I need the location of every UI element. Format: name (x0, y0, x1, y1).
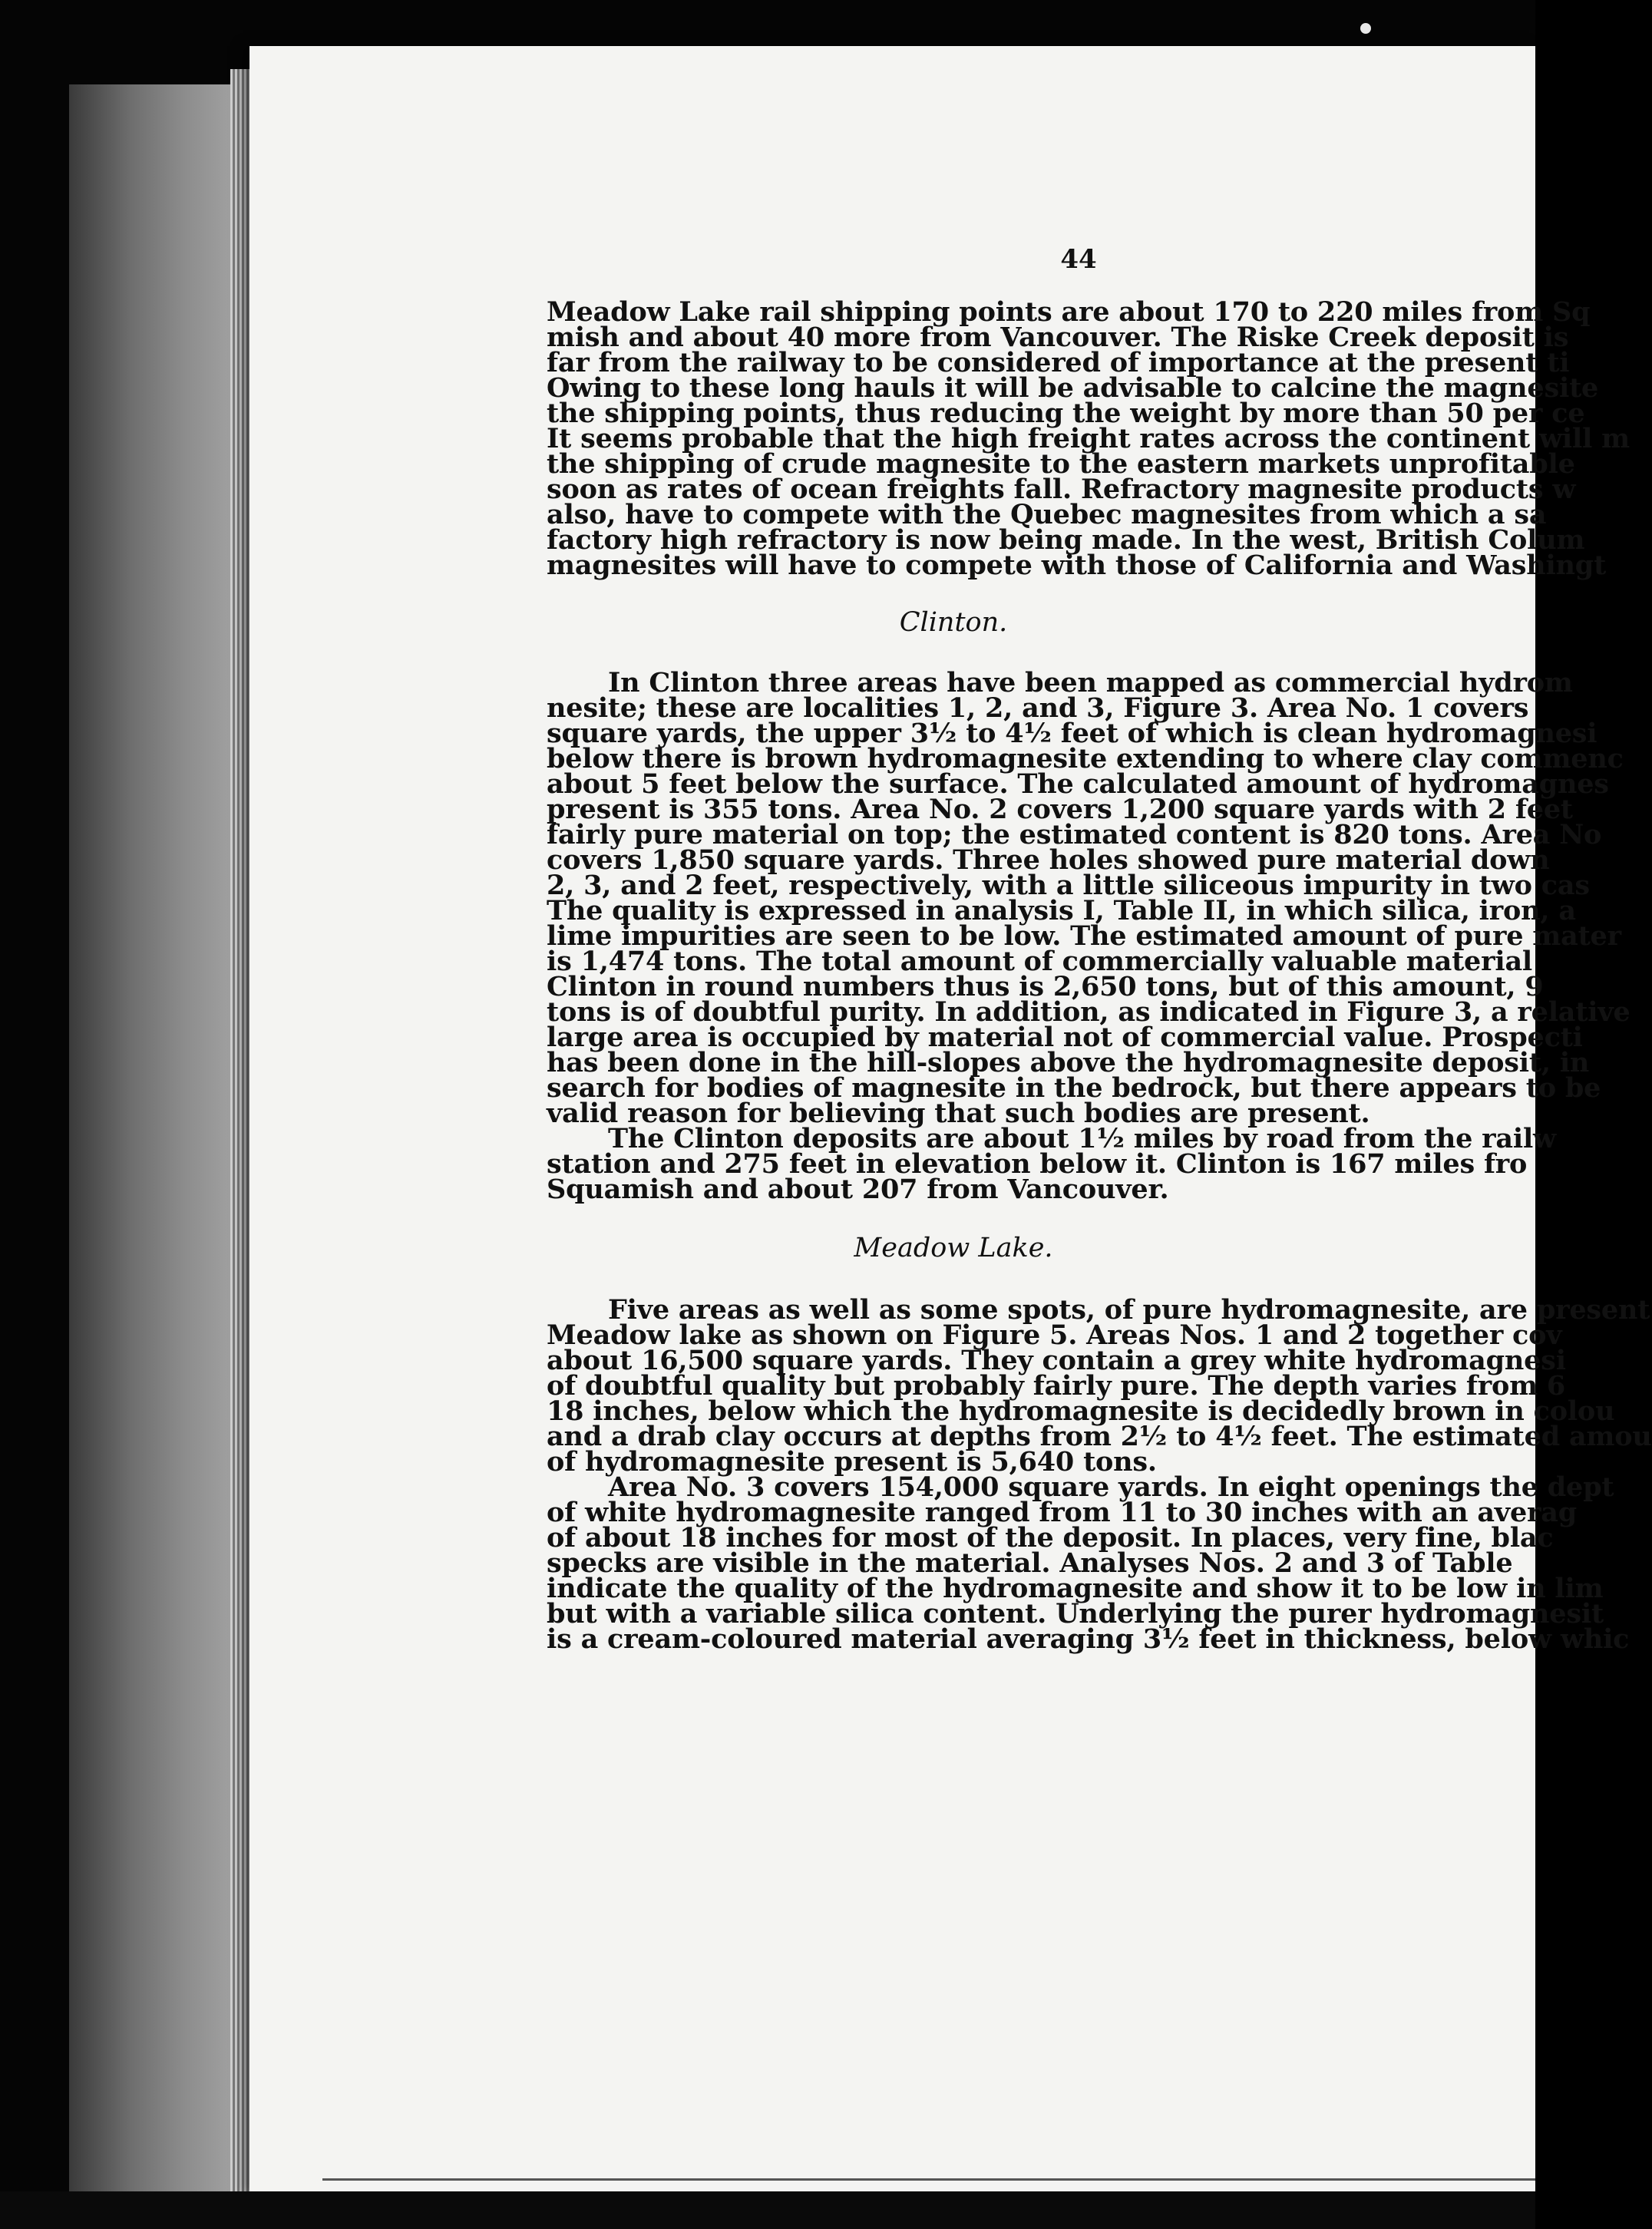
text-line: and a drab clay occurs at depths from 2½ to 4½ feet. The estimated amou (547, 1421, 1652, 1452)
text-line: Clinton in round numbers thus is 2,650 tons, but of this amount, 9 (547, 971, 1544, 1002)
text-line: Meadow lake as shown on Figure 5. Areas Nos. 1 and 2 together cov (547, 1319, 1562, 1351)
text-line: Meadow Lake rail shipping points are about 170 to 220 miles from Sq (547, 296, 1591, 328)
text-line: The Clinton deposits are about 1½ miles by road from the railw (608, 1123, 1556, 1154)
text-line: 18 inches, below which the hydromagnesite is decidedly brown in colou (547, 1395, 1615, 1427)
clinton-paragraph-2 (547, 1123, 1556, 1205)
text-line: specks are visible in the material. Analyses Nos. 2 and 3 of Table (547, 1547, 1513, 1579)
text-line: is a cream-coloured material averaging 3½ feet in thickness, below whic (547, 1623, 1630, 1655)
text-line: square yards, the upper 3½ to 4½ feet of which is clean hydromagnesi (547, 718, 1597, 749)
page-number: 44 (1060, 244, 1097, 275)
text-line: Squamish and about 207 from Vancouver. (547, 1174, 1169, 1205)
text-line: factory high refractory is now being made. In the west, British Colum (547, 524, 1585, 556)
text-line: the shipping of crude magnesite to the eastern markets unprofitable (547, 448, 1575, 480)
text-line: The quality is expressed in analysis I, Table II, in which silica, iron, a (547, 895, 1576, 926)
meadow-lake-paragraph-1 (547, 1294, 1652, 1478)
text-line: fairly pure material on top; the estimated content is 820 tons. Area No (547, 819, 1602, 850)
text-line: indicate the quality of the hydromagnesite and show it to be low in lim (547, 1573, 1604, 1604)
text-line: nesite; these are localities 1, 2, and 3, Figure 3. Area No. 1 covers (547, 692, 1529, 724)
text-line: of about 18 inches for most of the deposit. In places, very fine, blac (547, 1522, 1554, 1554)
section-heading-clinton: Clinton. (899, 607, 1008, 638)
meadow-lake-paragraph-2 (547, 1471, 1630, 1655)
text-line: soon as rates of ocean freights fall. Refractory magnesite products w (547, 474, 1576, 505)
text-line: station and 275 feet in elevation below it. Clinton is 167 miles fro (547, 1148, 1528, 1180)
text-line: of hydromagnesite present is 5,640 tons. (547, 1446, 1157, 1478)
text-line: mish and about 40 more from Vancouver. The Riske Creek deposit is (547, 322, 1569, 353)
bottom-scan-border (0, 2191, 1535, 2229)
text-line: large area is occupied by material not of commercial value. Prospecti (547, 1022, 1583, 1053)
text-line: It seems probable that the high freight rates across the continent will m (547, 423, 1631, 454)
text-line: Five areas as well as some spots, of pure hydromagnesite, are present (608, 1294, 1650, 1326)
text-line: search for bodies of magnesite in the bedrock, but there appears to be (547, 1072, 1601, 1104)
text-line: has been done in the hill-slopes above the hydromagnesite deposit, in (547, 1047, 1590, 1078)
text-line: also, have to compete with the Quebec magnesites from which a sa (547, 499, 1547, 530)
text-line: about 16,500 square yards. They contain a grey white hydromagnesi (547, 1345, 1566, 1376)
text-line: magnesites will have to compete with those of California and Washingt (547, 550, 1607, 581)
text-line: is 1,474 tons. The total amount of commercially valuable material (547, 946, 1533, 977)
text-line: about 5 feet below the surface. The calculated amount of hydromagnes (547, 768, 1609, 800)
section-heading-meadow-lake: Meadow Lake. (854, 1233, 1053, 1263)
body-text (547, 296, 1652, 1655)
text-line: Owing to these long hauls it will be advisable to calcine the magnesite (547, 372, 1599, 404)
text-line: the shipping points, thus reducing the weight by more than 50 per ce (547, 398, 1585, 429)
clinton-paragraph-1 (547, 667, 1631, 1129)
text-line: In Clinton three areas have been mapped as commercial hydrom (608, 667, 1573, 698)
text-line: of white hydromagnesite ranged from 11 to 30 inches with an averag (547, 1497, 1578, 1528)
book-page-edge (69, 84, 246, 2203)
dust-speck (1360, 23, 1371, 34)
text-line: present is 355 tons. Area No. 2 covers 1,200 square yards with 2 feet (547, 794, 1573, 825)
text-line: lime impurities are seen to be low. The estimated amount of pure mater (547, 920, 1621, 952)
text-line: below there is brown hydromagnesite extending to where clay commenc (547, 743, 1624, 774)
text-line: valid reason for believing that such bodies are present. (547, 1098, 1370, 1129)
text-line: far from the railway to be considered of importance at the present ti (547, 347, 1570, 378)
text-line: of doubtful quality but probably fairly pure. The depth varies from 6 (547, 1370, 1566, 1402)
text-line: but with a variable silica content. Underlying the purer hydromagnesit (547, 1598, 1604, 1630)
text-line: covers 1,850 square yards. Three holes showed pure material down (547, 844, 1550, 876)
intro-paragraph (547, 296, 1631, 581)
text-line: 2, 3, and 2 feet, respectively, with a little siliceous impurity in two cas (547, 870, 1590, 901)
text-line: Area No. 3 covers 154,000 square yards. In eight openings the dept (608, 1471, 1614, 1503)
text-line: tons is of doubtful purity. In addition, as indicated in Figure 3, a relative (547, 996, 1631, 1028)
